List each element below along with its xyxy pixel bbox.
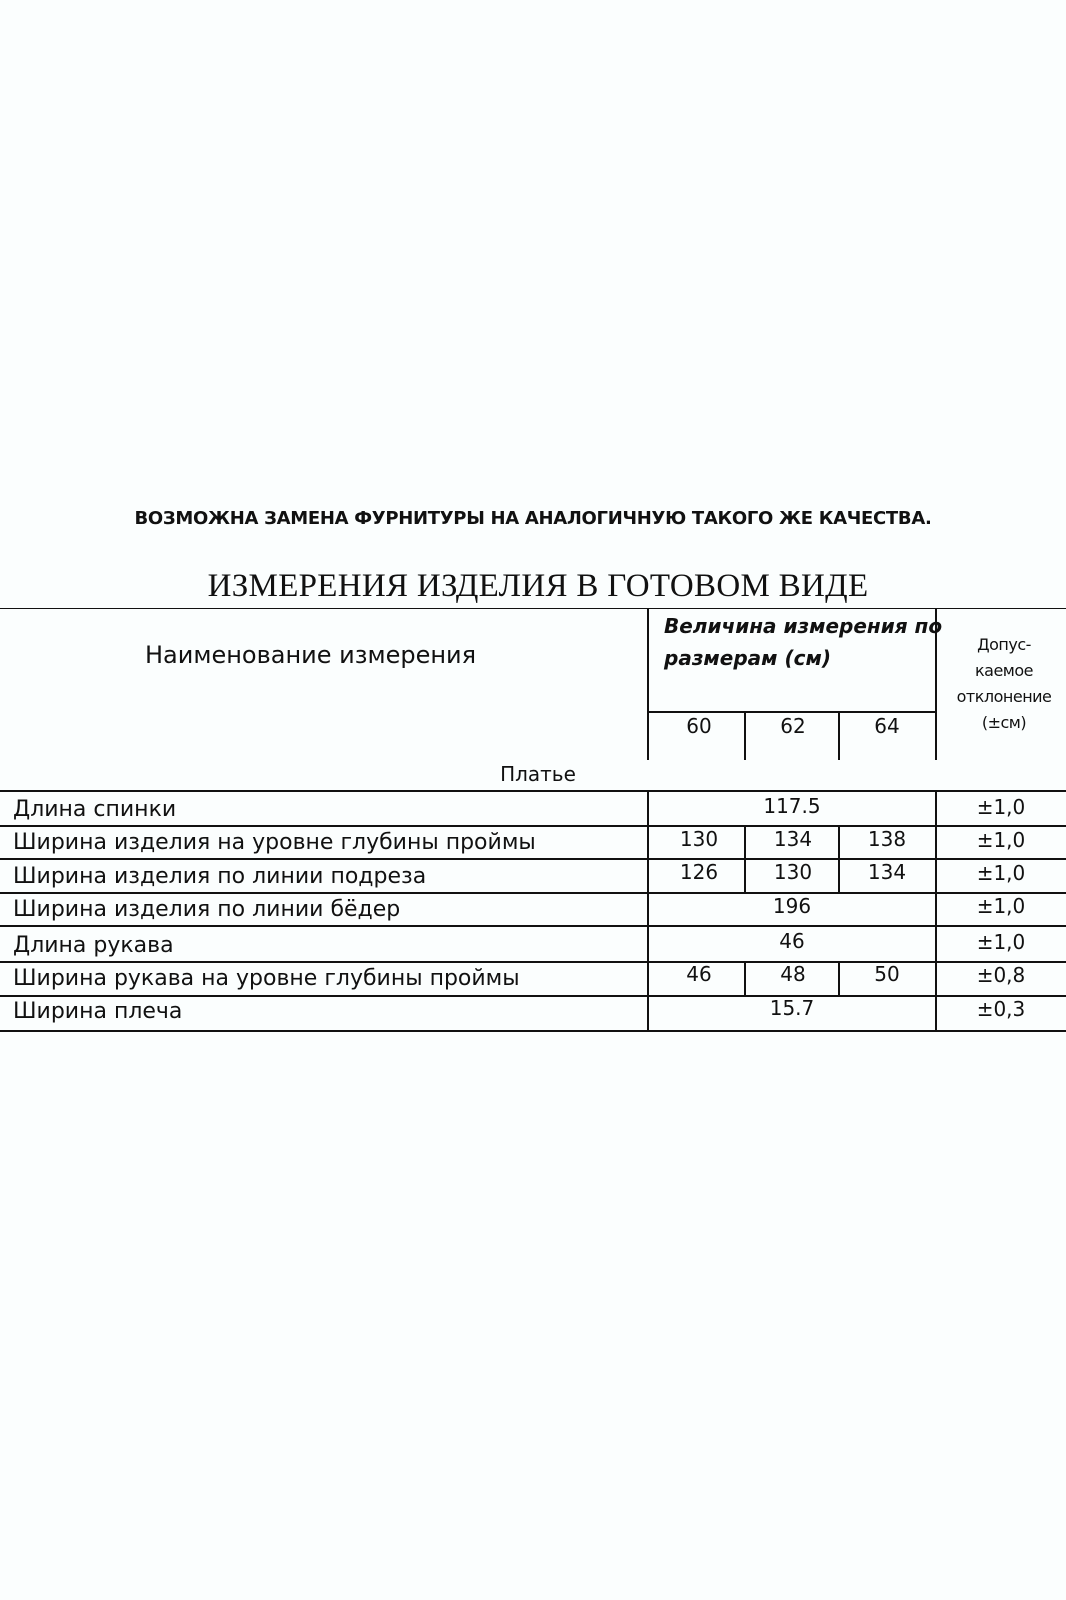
tolerance-header-line: отклонение [956, 687, 1052, 706]
merged-value-cell: 196 [772, 894, 812, 918]
size-values-header-line: размерам (см) [664, 646, 831, 670]
row-name: Длина рукава [13, 933, 174, 958]
row-name: Ширина плеча [13, 999, 183, 1024]
tolerance-header-line: каемое [974, 661, 1033, 680]
tolerance-cell: ±1,0 [976, 930, 1026, 954]
merged-value-cell: 46 [779, 929, 805, 953]
tolerance-header-line: Допус- [977, 635, 1031, 654]
size-values-header [664, 610, 944, 674]
size-values-header-line: Величина измерения по [664, 614, 943, 638]
merged-value-cell: 117.5 [763, 794, 821, 818]
row-name: Ширина изделия на уровне глубины проймы [13, 830, 536, 855]
value-cell: 130 [773, 860, 813, 884]
value-cell: 134 [867, 860, 907, 884]
size-64-header: 64 [874, 714, 900, 738]
tolerance-cell: ±1,0 [976, 861, 1026, 885]
tolerance-cell: ±1,0 [976, 894, 1026, 918]
value-cell: 48 [780, 962, 806, 986]
value-cell: 46 [686, 962, 712, 986]
tolerance-cell: ±1,0 [976, 795, 1026, 819]
size-62-header: 62 [780, 714, 806, 738]
measurement-name-header: Наименование измерения [145, 641, 477, 669]
value-cell: 50 [874, 962, 900, 986]
tolerance-cell: ±0,3 [976, 997, 1026, 1021]
value-cell: 138 [867, 827, 907, 851]
row-name: Ширина рукава на уровне глубины проймы [13, 966, 520, 991]
row-name: Ширина изделия по линии бёдер [13, 897, 401, 922]
value-cell: 134 [773, 827, 813, 851]
size-60-header: 60 [686, 714, 712, 738]
table-title: ИЗМЕРЕНИЯ ИЗДЕЛИЯ В ГОТОВОМ ВИДЕ [207, 568, 869, 604]
tolerance-header-line: (±см) [981, 713, 1027, 732]
tolerance-cell: ±0,8 [976, 963, 1026, 987]
tolerance-cell: ±1,0 [976, 828, 1026, 852]
value-cell: 130 [679, 827, 719, 851]
section-label: Платье [500, 762, 576, 786]
value-cell: 126 [679, 860, 719, 884]
row-name: Длина спинки [13, 797, 177, 822]
hardware-replacement-notice: ВОЗМОЖНА ЗАМЕНА ФУРНИТУРЫ НА АНАЛОГИЧНУЮ ТАКОГО ЖЕ КАЧЕСТВА. [134, 508, 932, 529]
merged-value-cell: 15.7 [769, 996, 815, 1020]
row-name: Ширина изделия по линии подреза [13, 864, 427, 889]
tolerance-header [942, 632, 1066, 736]
